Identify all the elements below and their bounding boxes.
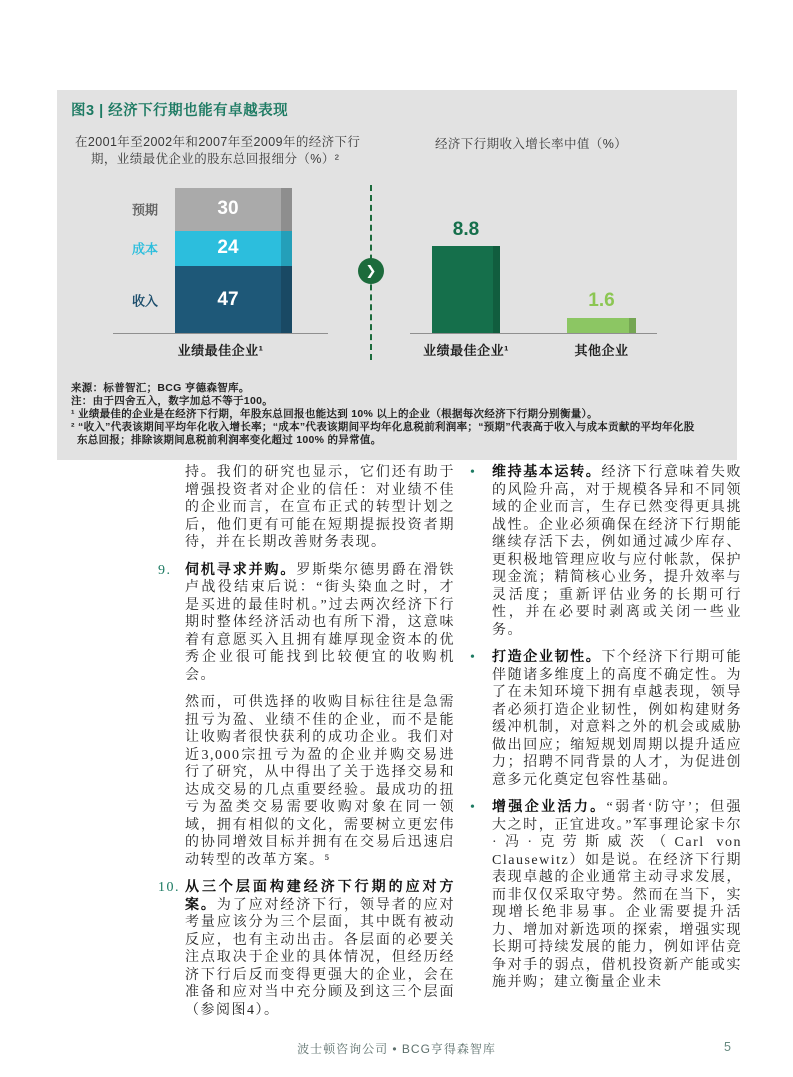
right-x-axis-label-2: 其他企业 <box>574 343 629 358</box>
bullet-body-3: “弱者‘防守’；但强大之时，正宜进攻。”军事理论家卡尔·冯·克劳斯威茨（Carl von Clausewitz）如是说。在经济下行期表现卓越的企业通常主动寻求发展，而非仅仅采取守势。然而在当下，实现增长绝非易事。企业需要提升活力、增加对新选项的探索，增强实现长期可持续发展的能力，例如评估竞争对手的弱点，借机投资新产能或实施并购；建立衡量企业未 <box>492 800 742 990</box>
left-chart-subtitle <box>75 134 360 168</box>
page-number: 5 <box>724 1040 731 1054</box>
right-x-axis-label-1: 业绩最佳企业¹ <box>423 343 509 358</box>
bar-segment-expectation <box>131 188 292 232</box>
body-left-column <box>158 464 455 1029</box>
list-body-10: 为了应对经济下行，领导者的应对考量应该分为三个层面，其中既有被动反应，也有主动出击。各层面的必要关注点取决于企业的具体情况，但经历经济下行后反而变得更强大的企业，会在准备和应对当中充分顾及到这三个层面（参阅图4）。 <box>185 897 455 1018</box>
left-chart-subtitle-line1: 在2001年至2002年和2007年至2009年的经济下行 <box>75 135 361 149</box>
figure-footnotes <box>71 382 696 447</box>
list-number-9: 9. <box>158 562 172 578</box>
footer-text: 波士顿咨询公司 • BCG亨得森智库 <box>297 1042 496 1056</box>
bullet-text-2 <box>492 649 742 789</box>
bullet-item-2 <box>470 649 742 789</box>
bullet-lead-2: 打造企业韧性。 <box>492 650 602 665</box>
right-axis-line <box>410 333 657 334</box>
bullet-text-3 <box>492 799 742 992</box>
bullet-lead-3: 增强企业活力。 <box>492 800 607 815</box>
bar-other-companies <box>567 318 636 334</box>
bullet-dot-icon: • <box>470 465 477 480</box>
left-axis-line <box>113 333 328 334</box>
segment-value-revenue: 47 <box>217 288 239 310</box>
bullet-text-1 <box>492 464 742 639</box>
bar-top-performers <box>432 246 500 334</box>
segment-label-revenue: 收入 <box>131 293 158 309</box>
bar-value-other-companies: 1.6 <box>588 290 615 311</box>
list-lead-10: 从三个层面构建经济下行期的应对方案。 <box>185 880 455 913</box>
list-text-9 <box>185 562 455 685</box>
left-chart-subtitle-line2: 期，业绩最优企业的股东总回报细分（%）² <box>91 152 340 166</box>
paragraph-item-9-continued: 然而，可供选择的收购目标往往是急需扭亏为盈、业绩不佳的企业，而不是能让收购者很快获利的成功企业。我们对近3,000宗扭亏为盈的企业并购交易进行了研究，从中得出了关于选择交易和达成交易的几点重要经验。最成功的扭亏为盈类交易需要收购对象在同一领域，拥有相似的文化，需要树立更宏伟的协同增效目标并拥有在交易后迅速启动转型的改革方案。⁵ <box>185 695 455 868</box>
list-text-10 <box>185 879 455 1019</box>
list-item-10 <box>158 879 455 1019</box>
list-item-9 <box>158 562 455 685</box>
bullet-dot-icon: • <box>470 650 477 665</box>
bullet-lead-1: 维持基本运转。 <box>492 465 602 480</box>
footnote-1: ¹ 业绩最佳的企业是在经济下行期，年股东总回报也能达到 10% 以上的企业（根据每次经济下行期分别衡量）。 <box>71 408 598 420</box>
segment-value-cost: 24 <box>217 237 239 259</box>
paragraph-continuation: 持。我们的研究也显示，它们还有助于增强投资者对企业的信任：对业绩不佳的企业而言，在宣布正式的转型计划之后，他们更有可能在短期提振投资者期待，并在长期改善财务表现。 <box>185 465 455 550</box>
segment-label-cost: 成本 <box>131 241 158 257</box>
figure-title: 图3 | 经济下行期也能有卓越表现 <box>71 103 289 119</box>
stacked-bar <box>131 188 292 334</box>
divider-arrow-badge <box>358 258 384 284</box>
left-x-axis-label: 业绩最佳企业¹ <box>177 343 264 358</box>
bullet-item-1 <box>470 464 742 639</box>
segment-value-expectation: 30 <box>217 198 239 220</box>
list-number-10: 10. <box>158 880 180 895</box>
right-chart-subtitle: 经济下行期收入增长率中值（%） <box>435 137 628 151</box>
list-lead-9: 伺机寻求并购。 <box>185 562 297 578</box>
bar-value-top-performers: 8.8 <box>452 219 480 240</box>
bullet-dot-icon: • <box>470 800 477 815</box>
chevron-right-icon: ❯ <box>365 263 377 278</box>
body-right-column <box>470 464 742 1002</box>
bullet-body-2: 下个经济下行期可能伴随诸多维度上的高度不确定性。为了在未知环境下拥有卓越表现，领导者必须打造企业韧性，例如构建财务缓冲机制，对意料之外的机会或威胁做出回应；缩短规划周期以提升适应力；招聘不同背景的人才，为促进创意多元化奠定包容性基础。 <box>492 650 743 788</box>
footnote-note: 注：由于四舍五入，数字加总不等于100。 <box>71 395 274 407</box>
bullet-item-3 <box>470 799 742 992</box>
footnote-source: 来源：标普智汇；BCG 亨德森智库。 <box>71 382 250 394</box>
bar-segment-cost <box>131 231 292 266</box>
bar-segment-revenue <box>131 266 292 334</box>
list-body-9: 罗斯柴尔德男爵在滑铁卢战役结束后说：“街头染血之时，才是买进的最佳时机。”过去两次经济下行期时整体经济活动也有所下滑，这意味着有意愿买入且拥有雄厚现金资本的优秀企业很可能找到比较便宜的收购机会。 <box>185 562 455 683</box>
footnote-2: ² “收入”代表该期间平均年化收入增长率；“成本”代表该期间平均年化息税前利润率；“预期”代表高于收入与成本贡献的平均年化股东总回报；排除该期间息税前利润率变化超过 100% 的异常值。 <box>71 421 695 446</box>
figure-3-box <box>57 90 737 460</box>
segment-label-expectation: 预期 <box>131 202 158 218</box>
bullet-body-1: 经济下行意味着失败的风险升高，对于规模各异和不同领域的企业而言，生存已然变得更具挑战性。企业必须确保在经济下行期能继续存活下去，例如通过减少库存、更积极地管理应收与应付帐款，保护现金流；精简核心业务，提升效率与灵活度；重新评估业务的长期可行性，并在必要时剥离或关闭一些业务。 <box>492 465 743 638</box>
